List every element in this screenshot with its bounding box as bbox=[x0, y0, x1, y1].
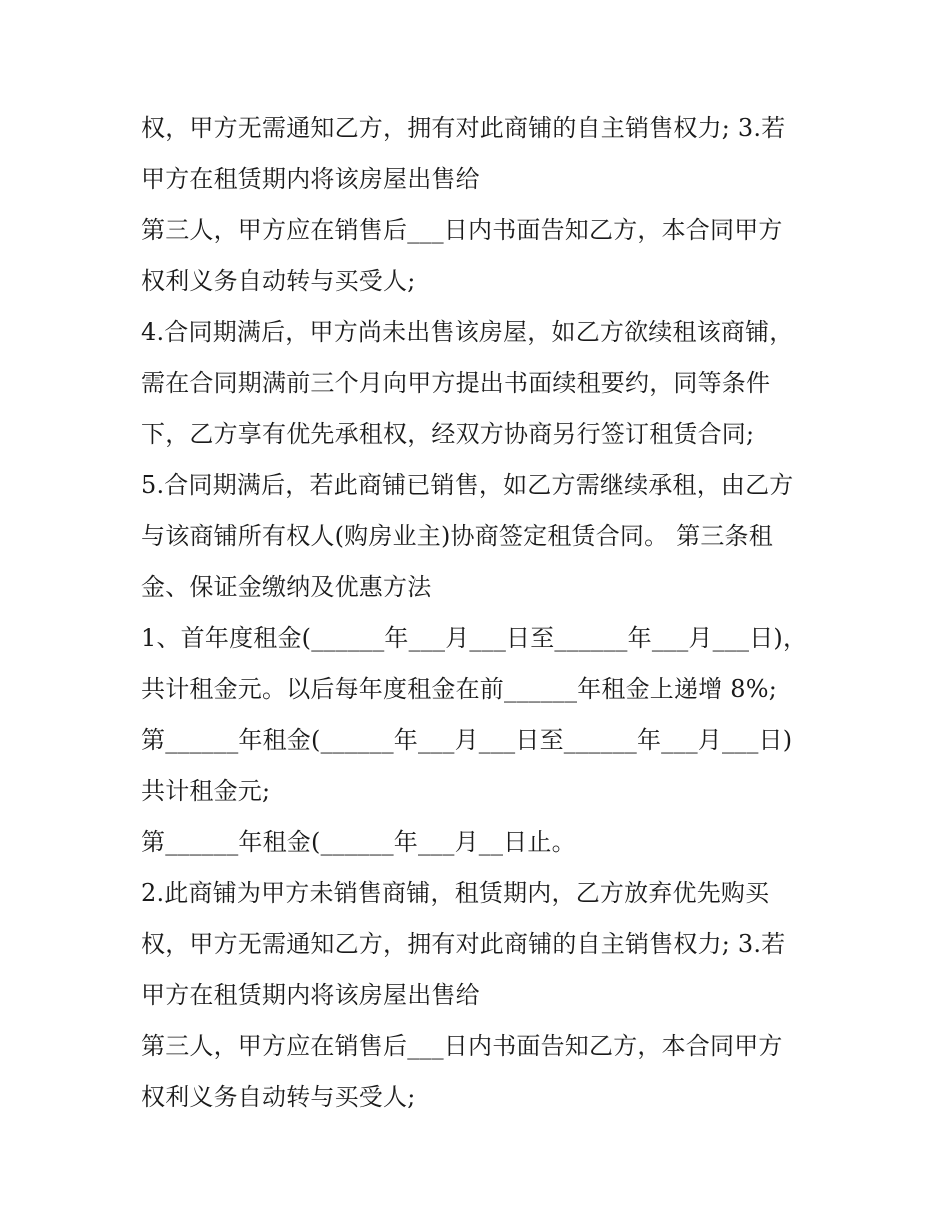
text-line: 下，乙方享有优先承租权，经双方协商另行签订租赁合同; bbox=[141, 420, 755, 448]
text-line: 共计租金元。以后每年度租金在前______年租金上递增 8%; bbox=[141, 675, 777, 703]
text-line: 与该商铺所有权人(购房业主)协商签定租赁合同。 第三条租 bbox=[141, 522, 773, 550]
text-line: 第三人，甲方应在销售后___日内书面告知乙方，本合同甲方 bbox=[141, 216, 783, 244]
text-line: 需在合同期满前三个月向甲方提出书面续租要约，同等条件 bbox=[141, 369, 771, 397]
text-line: 第______年租金(______年___月___日至______年___月___日) bbox=[141, 726, 793, 754]
text-line: 权利义务自动转与买受人; bbox=[141, 267, 416, 295]
text-line: 权，甲方无需通知乙方，拥有对此商铺的自主销售权力; 3.若 bbox=[141, 930, 786, 958]
text-line: 金、保证金缴纳及优惠方法 bbox=[141, 573, 432, 601]
text-line: 1、首年度租金(______年___月___日至______年___月___日)， bbox=[141, 624, 808, 652]
text-line: 甲方在租赁期内将该房屋出售给 bbox=[141, 981, 480, 1009]
text-line: 4.合同期满后，甲方尚未出售该房屋，如乙方欲续租该商铺， bbox=[141, 318, 794, 346]
text-line: 权利义务自动转与买受人; bbox=[141, 1083, 416, 1111]
text-line: 甲方在租赁期内将该房屋出售给 bbox=[141, 165, 480, 193]
text-line: 第______年租金(______年___月__日止。 bbox=[141, 828, 576, 856]
text-line: 第三人，甲方应在销售后___日内书面告知乙方，本合同甲方 bbox=[141, 1032, 783, 1060]
text-line: 共计租金元; bbox=[141, 777, 271, 805]
text-line: 2.此商铺为甲方未销售商铺，租赁期内，乙方放弃优先购买 bbox=[141, 879, 770, 907]
text-line: 权，甲方无需通知乙方，拥有对此商铺的自主销售权力; 3.若 bbox=[141, 114, 786, 142]
text-line: 5.合同期满后，若此商铺已销售，如乙方需继续承租，由乙方 bbox=[141, 471, 794, 499]
